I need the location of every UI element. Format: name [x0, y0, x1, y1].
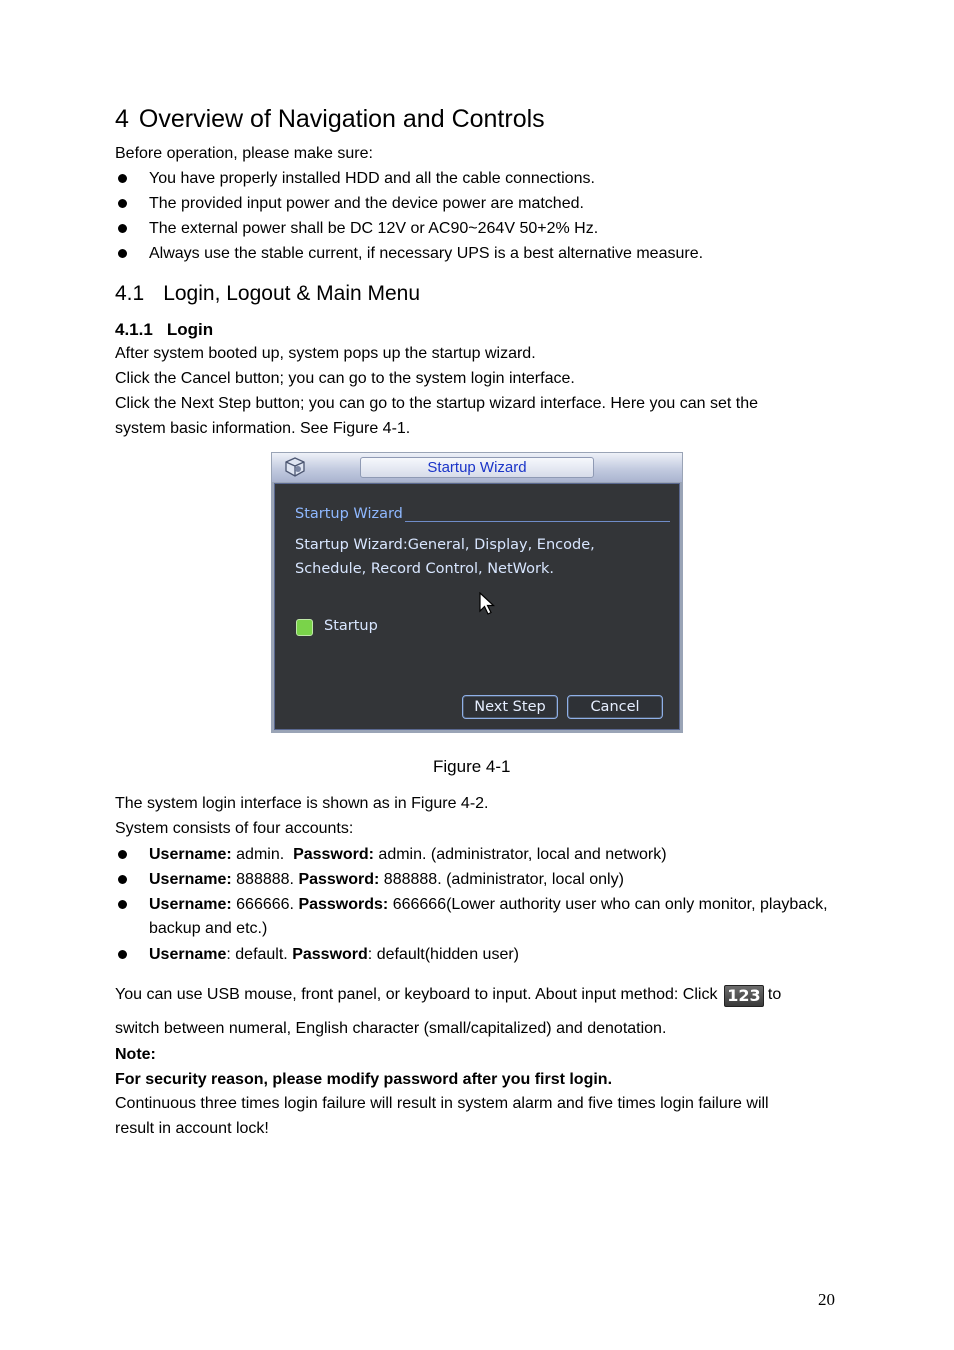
- username-value: admin.: [231, 846, 294, 863]
- subsubsection-heading: [115, 318, 213, 342]
- startup-checkbox-label: Startup: [324, 618, 378, 634]
- username-value: 888888.: [231, 871, 299, 888]
- account-item: [149, 893, 828, 917]
- username-label: Username:: [149, 846, 232, 863]
- section-number: 4: [115, 105, 129, 133]
- account-item: [149, 943, 519, 967]
- wizard-description: Startup Wizard:General, Display, Encode,: [295, 537, 595, 553]
- note-label: Note:: [115, 1046, 156, 1063]
- page-number: 20: [818, 1290, 835, 1309]
- password-value: : default(hidden user): [367, 946, 519, 963]
- subsubsection-number: 4.1.1: [115, 320, 153, 339]
- body-paragraph: The system login interface is shown as in Figure 4-2.: [115, 795, 489, 812]
- login-paragraph: system basic information. See Figure 4-1.: [115, 420, 411, 437]
- username-value: : default.: [226, 946, 293, 963]
- login-paragraph: Click the Next Step button; you can go to the startup wizard interface. Here you can set the: [115, 395, 759, 412]
- section-heading: [115, 102, 545, 136]
- wizard-title-bar: [272, 453, 682, 482]
- username-label: Username: [149, 946, 227, 963]
- subsection-title: Login, Logout & Main Menu: [163, 282, 421, 305]
- username-label: Username:: [149, 896, 232, 913]
- input-method-text-b: to: [767, 986, 782, 1003]
- bullet-icon: [118, 249, 127, 258]
- subsection-heading: [115, 280, 420, 308]
- intro-text: Before operation, please make sure:: [115, 145, 373, 162]
- account-item: [149, 868, 624, 892]
- bullet-icon: [118, 224, 127, 233]
- startup-checkbox[interactable]: [296, 619, 313, 636]
- bullet-icon: [118, 199, 127, 208]
- wizard-header: Startup Wizard: [295, 506, 403, 522]
- input-method-123-icon: 123: [724, 985, 764, 1007]
- account-item: [149, 843, 667, 867]
- password-value: 666666(Lower authority user who can only monitor, playback,: [388, 896, 828, 913]
- wizard-window-title: Startup Wizard: [360, 457, 594, 478]
- bullet-icon: [118, 174, 127, 183]
- header-divider: [405, 521, 670, 522]
- section-title: Overview of Navigation and Controls: [138, 105, 545, 133]
- wizard-panel: [274, 483, 680, 730]
- note-text: Continuous three times login failure will result in system alarm and five times login failure will: [115, 1095, 769, 1112]
- bullet-icon: [118, 875, 127, 884]
- input-method-text-a: You can use USB mouse, front panel, or keyboard to input. About input method: Click: [115, 986, 718, 1003]
- bullet-icon: [118, 850, 127, 859]
- checklist-item: The external power shall be DC 12V or AC90~264V 50+2% Hz.: [149, 220, 599, 237]
- username-label: Username:: [149, 871, 232, 888]
- next-step-button[interactable]: Next Step: [462, 695, 558, 719]
- login-paragraph: After system booted up, system pops up the startup wizard.: [115, 345, 536, 362]
- app-logo-icon: [283, 456, 307, 478]
- wizard-description: Schedule, Record Control, NetWork.: [295, 561, 554, 577]
- username-value: 666666.: [231, 896, 299, 913]
- password-value: admin. (administrator, local and network): [373, 846, 667, 863]
- cancel-button[interactable]: Cancel: [567, 695, 663, 719]
- password-label: Password: [292, 946, 368, 963]
- startup-wizard-figure: [271, 452, 683, 733]
- login-paragraph: Click the Cancel button; you can go to the system login interface.: [115, 370, 575, 387]
- figure-caption: Figure 4-1: [433, 757, 511, 776]
- password-label: Password:: [293, 846, 374, 863]
- input-method-text: [115, 983, 781, 1007]
- password-value: 888888. (administrator, local only): [379, 871, 624, 888]
- note-bold-text: For security reason, please modify password after you first login.: [115, 1071, 613, 1088]
- account-item-continuation: backup and etc.): [149, 920, 268, 937]
- checklist-item: You have properly installed HDD and all the cable connections.: [149, 170, 595, 187]
- input-method-text-c: switch between numeral, English character (small/capitalized) and denotation.: [115, 1020, 667, 1037]
- subsection-number: 4.1: [115, 282, 145, 305]
- bullet-icon: [118, 950, 127, 959]
- body-paragraph: System consists of four accounts:: [115, 820, 354, 837]
- checklist-item: The provided input power and the device power are matched.: [149, 195, 584, 212]
- mouse-cursor-icon: [479, 592, 495, 616]
- password-label: Passwords:: [298, 896, 389, 913]
- checklist-item: Always use the stable current, if necessary UPS is a best alternative measure.: [149, 245, 704, 262]
- bullet-icon: [118, 900, 127, 909]
- password-label: Password:: [298, 871, 380, 888]
- subsubsection-title: Login: [166, 320, 214, 339]
- note-text: result in account lock!: [115, 1120, 269, 1137]
